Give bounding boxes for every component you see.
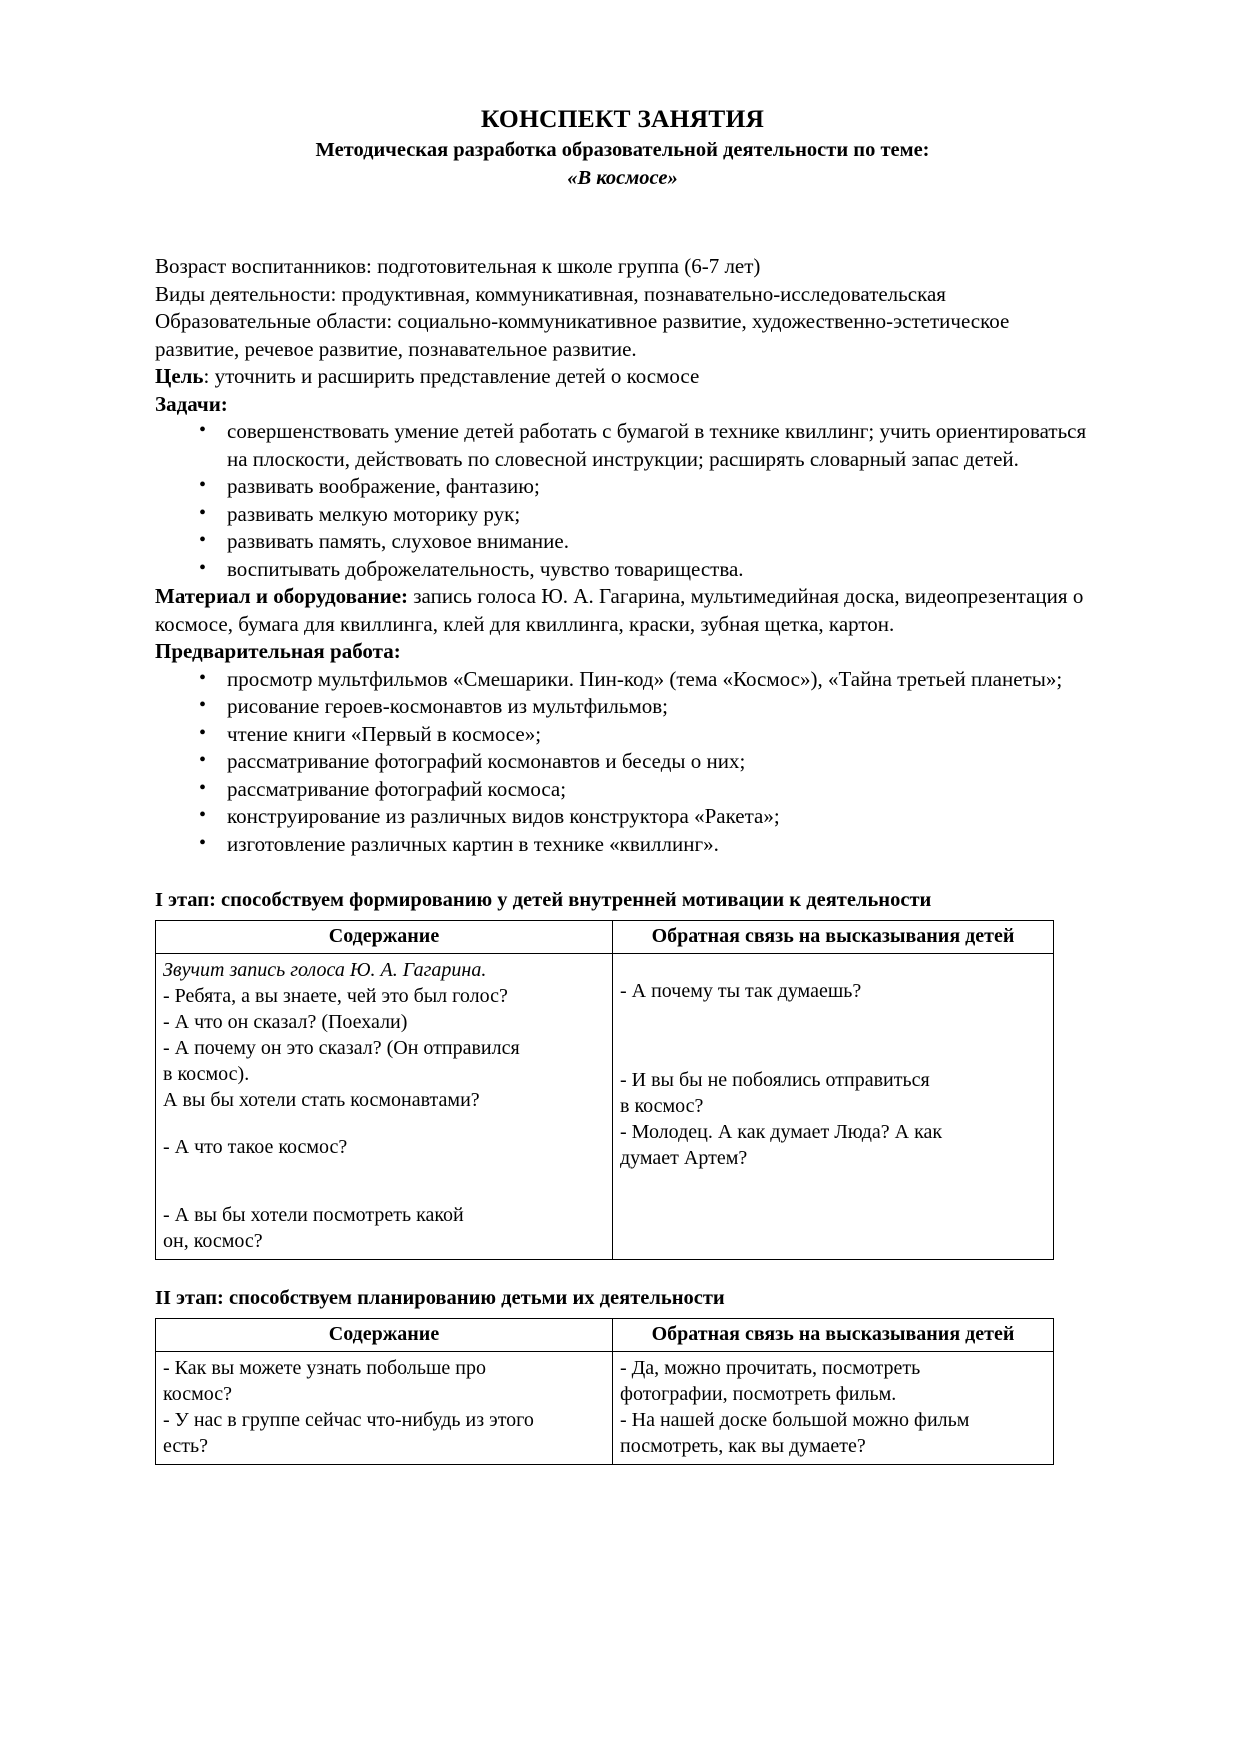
activities-line [155,281,1090,309]
cell-content [156,1351,613,1464]
list-item: • рассматривание фотографий космонавтов и беседы о них; [155,748,1090,776]
activities-label: Виды деятельности: [155,281,337,306]
table-row [156,1351,1054,1464]
cell-line: космос? [163,1382,232,1405]
areas-value: социально-коммуникативное развитие, художественно-эстетическое развитие, речевое развитие, познавательное развитие. [155,309,1010,361]
tasks-list [155,418,1090,583]
cell-line: - А что он сказал? (Поехали) [163,1010,408,1033]
list-item: • воспитывать доброжелательность, чувство товарищества. [155,556,1090,584]
preliminary-label: Предварительная работа: [155,639,401,664]
areas-label: Образовательные области: [155,309,393,334]
cell-line: - На нашей доске большой можно фильм [620,1408,970,1431]
cell-line: - У нас в группе сейчас что-нибудь из этого [163,1408,534,1431]
page-title: КОНСПЕКТ ЗАНЯТИЯ [480,104,765,133]
cell-line: А вы бы хотели стать космонавтами? [163,1088,480,1111]
cell-line: - И вы бы не побоялись отправиться [620,1068,930,1091]
column-header-content: Содержание [156,1318,613,1351]
cell-line: в космос). [163,1062,250,1085]
cell-line: - Как вы можете узнать побольше про [163,1356,486,1379]
table-row [156,953,1054,1259]
cell-line: есть? [163,1434,208,1457]
cell-line: - Ребята, а вы знаете, чей это был голос? [163,984,508,1007]
age-line [155,253,1090,281]
age-label: Возраст воспитанников: [155,254,372,279]
cell-line: думает Артем? [620,1146,748,1169]
preliminary-list [155,666,1090,859]
cell-line: - А что такое космос? [163,1135,348,1158]
cell-line: фотографии, посмотреть фильм. [620,1382,897,1405]
column-header-content: Содержание [156,920,613,953]
list-item: • рассматривание фотографий космоса; [155,776,1090,804]
age-value: подготовительная к школе группа (6-7 лет) [371,254,761,279]
cell-line: - А почему ты так думаешь? [620,979,862,1002]
intro-block [155,253,1090,418]
list-item: • рисование героев-космонавтов из мультфильмов; [155,693,1090,721]
cell-line: - Молодец. А как думает Люда? А как [620,1120,943,1143]
list-item: • изготовление различных картин в технике «квиллинг». [155,831,1090,859]
cell-spacer [620,1004,1046,1025]
cell-spacer [620,1046,1046,1067]
cell-line: Звучит запись голоса Ю. А. Гагарина. [163,958,487,981]
stage-1-table [155,920,1054,1260]
cell-line: - Да, можно прочитать, посмотреть [620,1356,921,1379]
areas-line [155,308,1090,363]
stage-2-table [155,1318,1054,1465]
table-header-row [156,920,1054,953]
stage-2-heading: II этап: способствуем планированию детьми их деятельности [155,1286,725,1309]
cell-spacer [163,1181,605,1202]
list-item: • развивать мелкую моторику рук; [155,501,1090,529]
list-item: • развивать воображение, фантазию; [155,473,1090,501]
list-item: • просмотр мультфильмов «Смешарики. Пин-код» (тема «Космос»), «Тайна третьей планеты»; [155,666,1090,694]
list-item: • конструирование из различных видов конструктора «Ракета»; [155,803,1090,831]
materials-value: запись голоса Ю. А. Гагарина, мультимедийная доска, видеопрезентация о космосе, бумага для квиллинга, клей для квиллинга, краски, зубная щетка, картон. [155,584,1084,636]
materials-block [155,583,1090,666]
list-item: • развивать память, слуховое внимание. [155,528,1090,556]
cell-spacer [163,1160,605,1181]
materials-line [155,583,1090,638]
stage-1-heading: I этап: способствуем формированию у детей внутренней мотивации к деятельности [155,889,932,912]
goal-label: Цель [155,364,204,389]
cell-line: в космос? [620,1094,704,1117]
document-theme: «В космосе» [567,166,678,189]
activities-value: продуктивная, коммуникативная, познавательно-исследовательская [336,281,946,306]
materials-label: Материал и оборудование: [155,584,409,609]
list-item: • совершенствовать умение детей работать с бумагой в технике квиллинг; учить ориентироваться на плоскости, действовать по словесной инструкции; расширять словарный запас детей. [155,418,1090,473]
column-header-feedback: Обратная связь на высказывания детей [613,1318,1054,1351]
cell-spacer [163,1113,605,1134]
cell-line: посмотреть, как вы думаете? [620,1434,866,1457]
goal-value: : уточнить и расширить представление детей о космосе [203,364,700,389]
cell-line: - А вы бы хотели посмотреть какой [163,1203,464,1226]
tasks-label: Задачи: [155,391,228,416]
cell-line: - А почему он это сказал? (Он отправился [163,1036,520,1059]
document-header [155,104,1090,191]
cell-spacer [620,1025,1046,1046]
column-header-feedback: Обратная связь на высказывания детей [613,920,1054,953]
cell-content [156,953,613,1259]
cell-feedback [613,953,1054,1259]
list-item: • чтение книги «Первый в космосе»; [155,721,1090,749]
cell-feedback [613,1351,1054,1464]
table-header-row [156,1318,1054,1351]
goal-line [155,363,1090,391]
cell-line: он, космос? [163,1229,263,1252]
cell-spacer [620,957,1046,978]
document-subtitle: Методическая разработка образовательной деятельности по теме: [315,139,930,162]
